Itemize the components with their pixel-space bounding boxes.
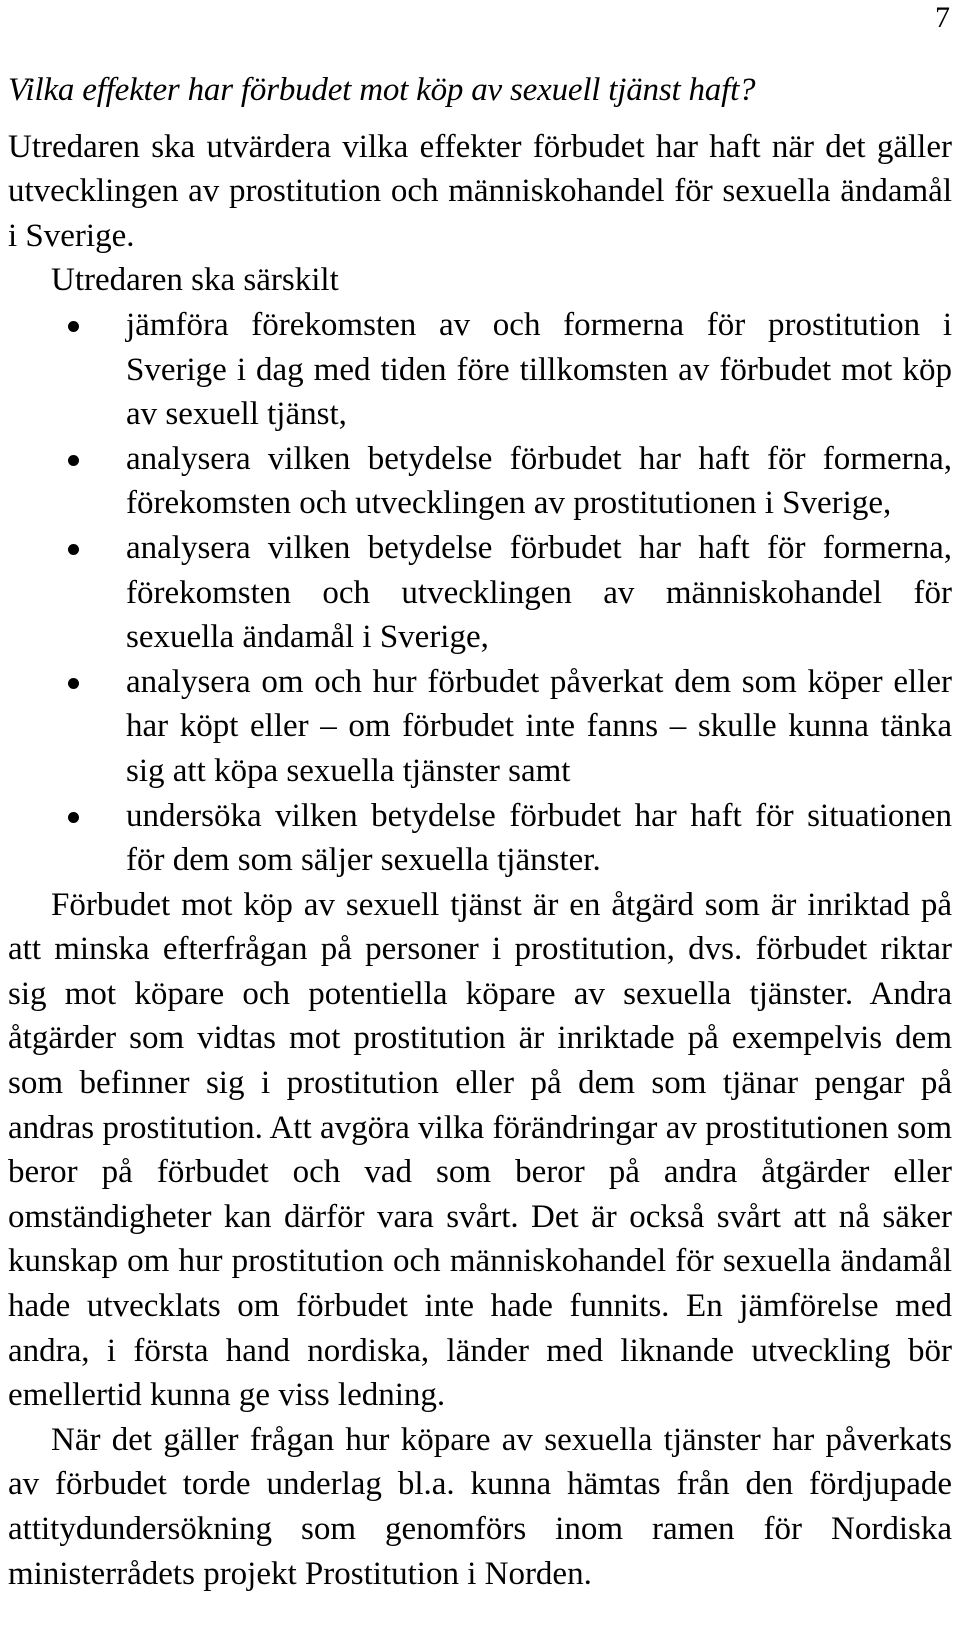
page-number: 7 [935, 1, 950, 34]
bullet-icon [68, 812, 79, 823]
list-item-text: analysera vilken betydelse förbudet har haft för formerna, förekomsten och utvecklingen av människohandel för sexuella ändamål i Sverige, [126, 529, 952, 656]
buyers-paragraph: När det gäller frågan hur köpare av sexuella tjänster har påverkats av förbudet torde underlag bl.a. kunna hämtas från den fördjupade attitydundersökning som genomförs inom ramen för Nordiska ministerrådets projekt Prostitution i Norden. [8, 1421, 952, 1592]
bullet-icon [68, 321, 79, 332]
list-item [126, 303, 952, 437]
list-item [126, 660, 952, 794]
bullet-icon [68, 678, 79, 689]
document-body [8, 68, 952, 1596]
list-item [126, 437, 952, 526]
list-item-text: jämföra förekomsten av och formerna för prostitution i Sverige i dag med tiden före tillkomsten av förbudet mot köp av sexuell tjänst, [126, 306, 952, 433]
section-heading: Vilka effekter har förbudet mot köp av sexuell tjänst haft? [8, 72, 756, 108]
list-intro-paragraph: Utredaren ska särskilt [51, 262, 339, 299]
intro-paragraph: Utredaren ska utvärdera vilka effekter förbudet har haft när det gäller utvecklingen av prostitution och människohandel för sexuella ändamål i Sverige. [8, 128, 952, 254]
list-item [126, 526, 952, 660]
list-item-text: analysera vilken betydelse förbudet har haft för formerna, förekomsten och utvecklingen av prostitutionen i Sverige, [126, 440, 952, 522]
ban-measure-paragraph: Förbudet mot köp av sexuell tjänst är en åtgärd som är inriktad på att minska efterfrågan på personer i prostitution, dvs. förbudet riktar sig mot köpare och potentiella köpare av sexuella tjänster. Andra åtgärder som vidtas mot prostitution är inriktade på exempelvis dem som befinner sig i prostitution eller på dem som tjänar pengar på andras prostitution. Att avgöra vilka förändringar av prostitutionen som beror på förbudet och vad som beror på andra åtgärder eller omständigheter kan därför vara svårt. Det är också svårt att nå säker kunskap om hur prostitution och människohandel för sexuella ändamål hade utvecklats om förbudet inte hade funnits. En jämförelse med andra, i första hand nordiska, länder med liknande utveckling bör emellertid kunna ge viss ledning. [8, 886, 952, 1414]
list-item-text: analysera om och hur förbudet påverkat dem som köper eller har köpt eller – om förbudet inte fanns – skulle kunna tänka sig att köpa sexuella tjänster samt [126, 663, 952, 789]
bullet-icon [68, 544, 79, 555]
list-item [126, 794, 952, 883]
list-item-text: undersöka vilken betydelse förbudet har haft för situationen för dem som säljer sexuella tjänster. [126, 797, 952, 879]
task-bullet-list [8, 303, 952, 883]
bullet-icon [68, 455, 79, 466]
